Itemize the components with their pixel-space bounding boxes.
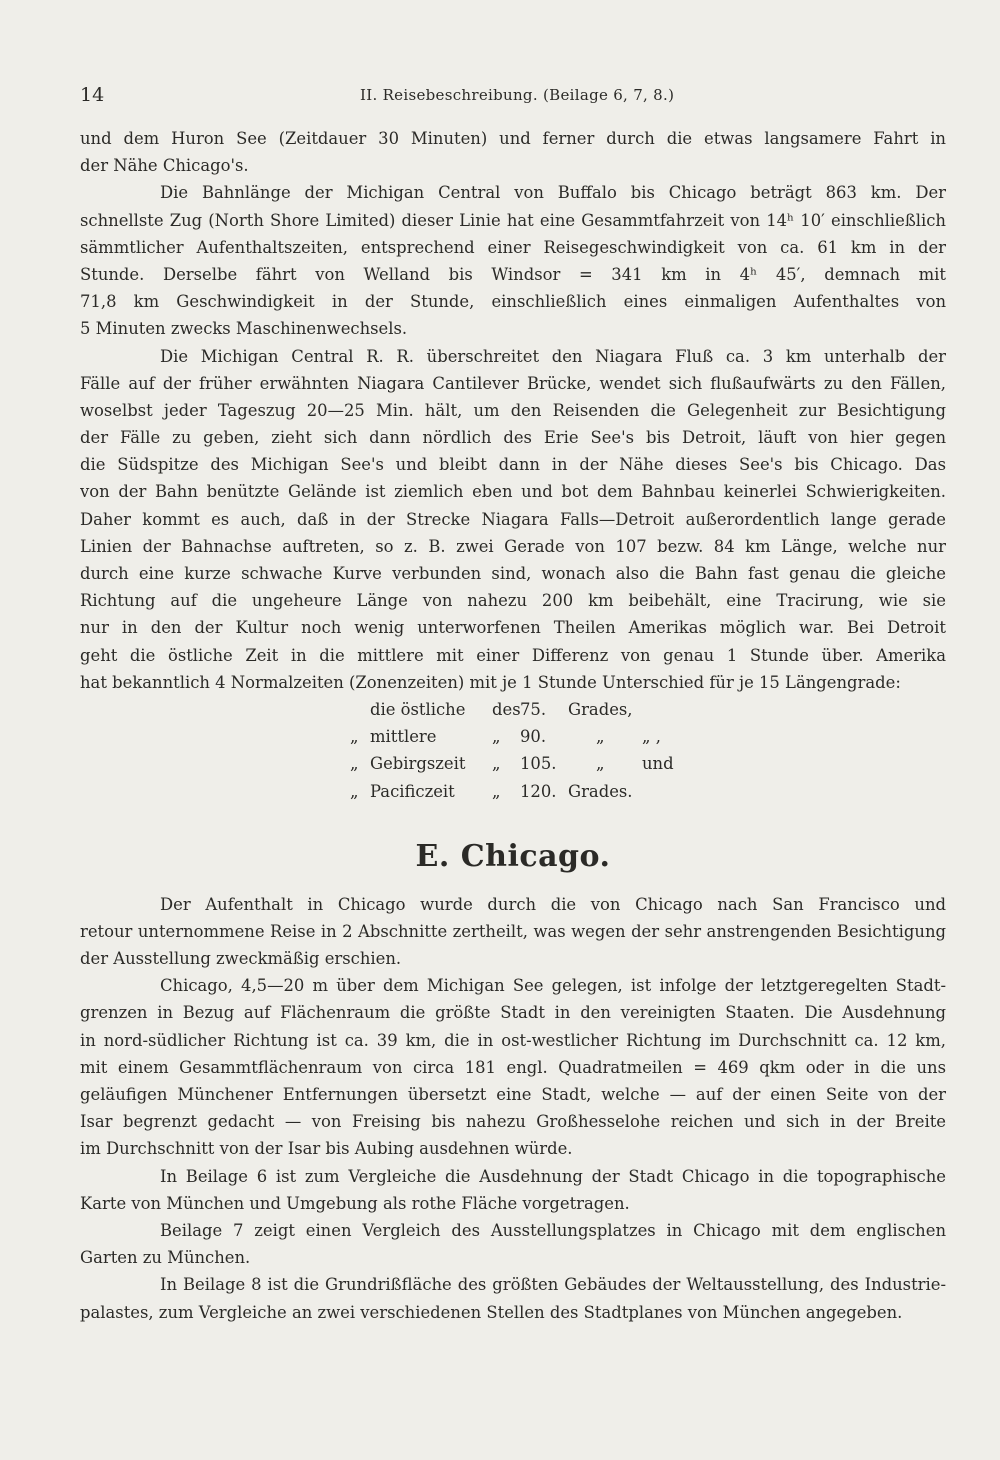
text-line: palastes, zum Vergleiche an zwei verschiedenen Stellen des Stadtplanes von München angegeben. (80, 1302, 903, 1322)
page-header (80, 84, 944, 112)
text-line: der Nähe Chicago's. (80, 156, 249, 176)
time-zone-row (80, 778, 946, 805)
text-line: hat bekanntlich 4 Normalzeiten (Zonenzeiten) mit je 1 Stunde Unterschied für je 15 Längengrade: (80, 672, 901, 692)
text-line: grenzen in Bezug auf Flächenraum die größte Stadt in den vereinigten Staaten. Die Ausdehnung (80, 1003, 946, 1023)
page-number: 14 (80, 84, 105, 106)
section-title: E. Chicago. (415, 838, 611, 874)
time-zone-row (80, 723, 946, 750)
text-line: 5 Minuten zwecks Maschinenwechsels. (80, 319, 408, 339)
time-zone-cell: „ (596, 727, 605, 747)
time-zone-list (80, 696, 946, 805)
text-line: woselbst jeder Tageszug 20—25 Min. hält, um den Reisenden die Gelegenheit zur Besichtigung (80, 400, 946, 420)
body-text (80, 125, 946, 1326)
time-zone-cell: „ (492, 727, 501, 747)
text-line: 71,8 km Geschwindigkeit in der Stunde, einschließlich eines einmaligen Aufenthaltes von (80, 292, 946, 312)
text-line: geläufigen Münchener Entfernungen übersetzt eine Stadt, welche — auf der einen Seite von der (80, 1085, 946, 1104)
time-zone-cell: Gebirgszeit (370, 754, 466, 774)
text-line: durch eine kurze schwache Kurve verbunden sind, wonach also die Bahn fast genau die gleiche (80, 564, 946, 583)
text-line: Die Michigan Central R. R. überschreitet den Niagara Fluß ca. 3 km unterhalb der (160, 346, 946, 366)
time-zone-cell: 105. (520, 754, 557, 774)
text-line: Richtung auf die ungeheure Länge von nahezu 200 km beibehält, eine Tracirung, wie sie (80, 591, 946, 611)
text-line: Garten zu München. (80, 1248, 251, 1268)
time-zone-cell: „ (596, 754, 605, 774)
time-zone-cell: des (492, 699, 521, 719)
time-zone-cell: „ (350, 781, 359, 801)
text-line: Die Bahnlänge der Michigan Central von Buffalo bis Chicago beträgt 863 km. Der (160, 183, 946, 203)
text-line: Beilage 7 zeigt einen Vergleich des Ausstellungsplatzes in Chicago mit dem englischen (160, 1220, 946, 1240)
text-line: Stunde. Derselbe fährt von Welland bis Windsor = 341 km in 4ʰ 45′, demnach mit (80, 264, 946, 284)
time-zone-cell: Grades. (568, 781, 633, 801)
section-d-continuation (80, 125, 946, 696)
text-line: geht die östliche Zeit in die mittlere mit einer Differenz von genau 1 Stunde über. Amerika (80, 645, 946, 665)
time-zone-cell: „ (492, 781, 501, 801)
text-line: nur in den der Kultur noch wenig unterworfenen Theilen Amerikas möglich war. Bei Detroit (80, 618, 946, 638)
time-zone-cell: Grades, (568, 699, 633, 719)
text-line: Der Aufenthalt in Chicago wurde durch die von Chicago nach San Francisco und (160, 894, 946, 914)
text-line: Linien der Bahnachse auftreten, so z. B. zwei Gerade von 107 bezw. 84 km Länge, welche nur (80, 536, 946, 556)
running-head: II. Reisebeschreibung. (Beilage 6, 7, 8.) (360, 86, 675, 104)
text-line: sämmtlicher Aufenthaltszeiten, entsprechend einer Reisegeschwindigkeit von ca. 61 km in der (80, 237, 946, 257)
text-line: die Südspitze des Michigan See's und bleibt dann in der Nähe dieses See's bis Chicago. Das (80, 455, 946, 475)
text-line: mit einem Gesammtflächenraum von circa 181 engl. Quadratmeilen = 469 qkm oder in die uns (80, 1057, 946, 1077)
time-zone-cell: „ (350, 754, 359, 774)
time-zone-cell: mittlere (370, 727, 437, 747)
time-zone-cell: 120. (520, 781, 557, 801)
text-line: und dem Huron See (Zeitdauer 30 Minuten) und ferner durch die etwas langsamere Fahrt in (80, 129, 946, 148)
time-zone-row (80, 750, 946, 777)
text-line: Fälle auf der früher erwähnten Niagara Cantilever Brücke, wendet sich flußaufwärts zu den Fällen, (80, 373, 946, 393)
time-zone-cell: „ (350, 727, 359, 747)
time-zone-cell: die östliche (370, 699, 466, 719)
text-line: der Ausstellung zweckmäßig erschien. (80, 949, 402, 969)
text-line: schnellste Zug (North Shore Limited) dieser Linie hat eine Gesammtfahrzeit von 14ʰ 10′ einschließlich (80, 210, 946, 230)
text-line: In Beilage 6 ist zum Vergleiche die Ausdehnung der Stadt Chicago in die topographische (160, 1166, 946, 1186)
time-zone-cell: 90. (520, 727, 547, 747)
text-line: von der Bahn benützte Gelände ist ziemlich eben und bot dem Bahnbau keinerlei Schwierigkeiten. (80, 482, 946, 502)
text-line: retour unternommene Reise in 2 Abschnitte zertheilt, was wegen der sehr anstrengenden Besichtigung (80, 921, 946, 941)
text-line: Daher kommt es auch, daß in der Strecke Niagara Falls—Detroit außerordentlich lange gerade (80, 509, 946, 529)
text-line: Isar begrenzt gedacht — von Freising bis nahezu Großhesselohe reichen und sich in der Breite (80, 1112, 946, 1132)
time-zone-cell: Pacificzeit (370, 781, 455, 801)
text-line: Karte von München und Umgebung als rothe Fläche vorgetragen. (80, 1193, 630, 1213)
text-line: in nord-südlicher Richtung ist ca. 39 km, die in ost-westlicher Richtung im Durchschnitt ca. 12 km, (80, 1030, 946, 1050)
section-e-chicago (80, 891, 946, 1326)
time-zone-cell: „ , (642, 727, 661, 747)
time-zone-cell: 75. (520, 699, 547, 719)
text-line: In Beilage 8 ist die Grundrißfläche des größten Gebäudes der Weltausstellung, des Industrie- (160, 1275, 946, 1295)
text-line: im Durchschnitt von der Isar bis Aubing ausdehnen würde. (80, 1139, 573, 1159)
time-zone-cell: „ (492, 754, 501, 774)
text-line: der Fälle zu geben, zieht sich dann nördlich des Erie See's bis Detroit, läuft von hier gegen (80, 428, 946, 448)
text-line: Chicago, 4,5—20 m über dem Michigan See gelegen, ist infolge der letztgeregelten Stadt- (160, 976, 946, 996)
time-zone-row (80, 696, 946, 723)
time-zone-cell: und (642, 754, 674, 774)
